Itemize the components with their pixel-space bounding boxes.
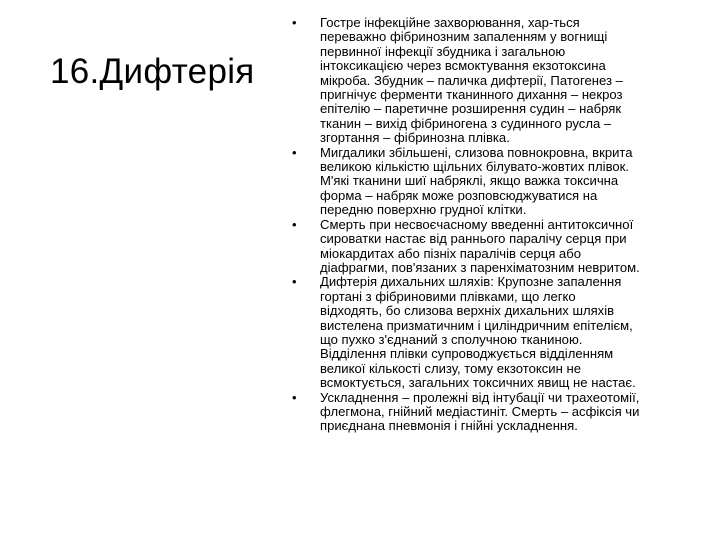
bullet-text bbox=[320, 146, 718, 218]
slide-title: 16.Дифтерія bbox=[50, 52, 255, 91]
text-line: гортані з фібриновими плівками, що легко bbox=[320, 288, 576, 304]
text-line: форма – набряк може розповсюджуватися на bbox=[320, 187, 598, 203]
text-line: Дифтерія дихальних шляхів: Крупозне запалення bbox=[320, 274, 622, 290]
text-line: первинної інфекції збудника і загальною bbox=[320, 43, 566, 59]
text-line: великої кількості слизу, тому екзотоксин не bbox=[320, 360, 581, 376]
bullet-item-5 bbox=[0, 391, 720, 434]
text-line: відходять, бо слизова верхніх дихальних шляхів bbox=[320, 303, 615, 319]
text-line: флегмона, гнійний медіастиніт. Смерть – асфіксія чи bbox=[320, 403, 640, 419]
bullet-text bbox=[320, 275, 718, 390]
text-line: Мигдалики збільшені, слизова повнокровна, вкрита bbox=[320, 144, 633, 160]
bullet-item-2 bbox=[0, 146, 720, 218]
bullet-item-1 bbox=[0, 16, 720, 146]
text-line: Ускладнення – пролежні від інтубації чи трахеотомії, bbox=[320, 389, 640, 405]
text-line: міокардитах або пізніх паралічів серця або bbox=[320, 245, 581, 261]
bullet-text bbox=[320, 218, 718, 276]
text-line: всмоктується, загальних токсичних явищ не настає. bbox=[320, 375, 636, 391]
bullet-marker-icon: • bbox=[292, 216, 297, 232]
bullet-marker-icon: • bbox=[292, 15, 297, 30]
text-line: що пухко з'єднаний з сполучною тканиною. bbox=[320, 331, 583, 347]
text-line: переважно фібринозним запаленням у вогнищі bbox=[320, 29, 608, 45]
text-line: приєднана пневмонія і гнійні ускладнення. bbox=[320, 418, 578, 434]
text-line: Гостре інфекційне захворювання, хар-ться bbox=[320, 15, 580, 30]
text-line: сироватки настає від раннього паралічу серця при bbox=[320, 231, 627, 247]
text-line: М'які тканини шиї набряклі, якщо важка токсична bbox=[320, 173, 619, 189]
bullet-marker-icon: • bbox=[292, 274, 297, 290]
text-line: мікроба. Збудник – паличка дифтерії, Патогенез – bbox=[320, 72, 623, 88]
bullet-text bbox=[320, 391, 718, 434]
text-line: Відділення плівки супроводжується відділенням bbox=[320, 346, 614, 362]
text-line: Смерть при несвоєчасному введенні антитоксичної bbox=[320, 216, 634, 232]
bullet-text bbox=[320, 16, 718, 146]
text-line: згортання – фібринозна плівка. bbox=[320, 130, 510, 146]
bullet-marker-icon: • bbox=[292, 144, 297, 160]
text-line: діафрагми, пов'язаних з паренхіматозним невритом. bbox=[320, 259, 640, 275]
bullet-item-3 bbox=[0, 218, 720, 276]
bullet-list bbox=[0, 16, 720, 434]
text-line: пригнічує ферменти тканинного дихання – некроз bbox=[320, 87, 623, 103]
bullet-marker-icon: • bbox=[292, 389, 297, 405]
text-line: великою кількістю щільних білувато-жовтих плівок. bbox=[320, 159, 630, 175]
text-line: епітелію – паретичне розширення судин – набряк bbox=[320, 101, 622, 117]
text-line: тканин – вихід фібриногена з судинного русла – bbox=[320, 115, 612, 131]
text-line: інтоксикацією через всмоктування екзотоксина bbox=[320, 58, 606, 74]
bullet-item-4 bbox=[0, 275, 720, 390]
text-line: передню поверхню грудної клітки. bbox=[320, 202, 527, 218]
text-line: вистелена призматичним і циліндричним епітелієм, bbox=[320, 317, 633, 333]
